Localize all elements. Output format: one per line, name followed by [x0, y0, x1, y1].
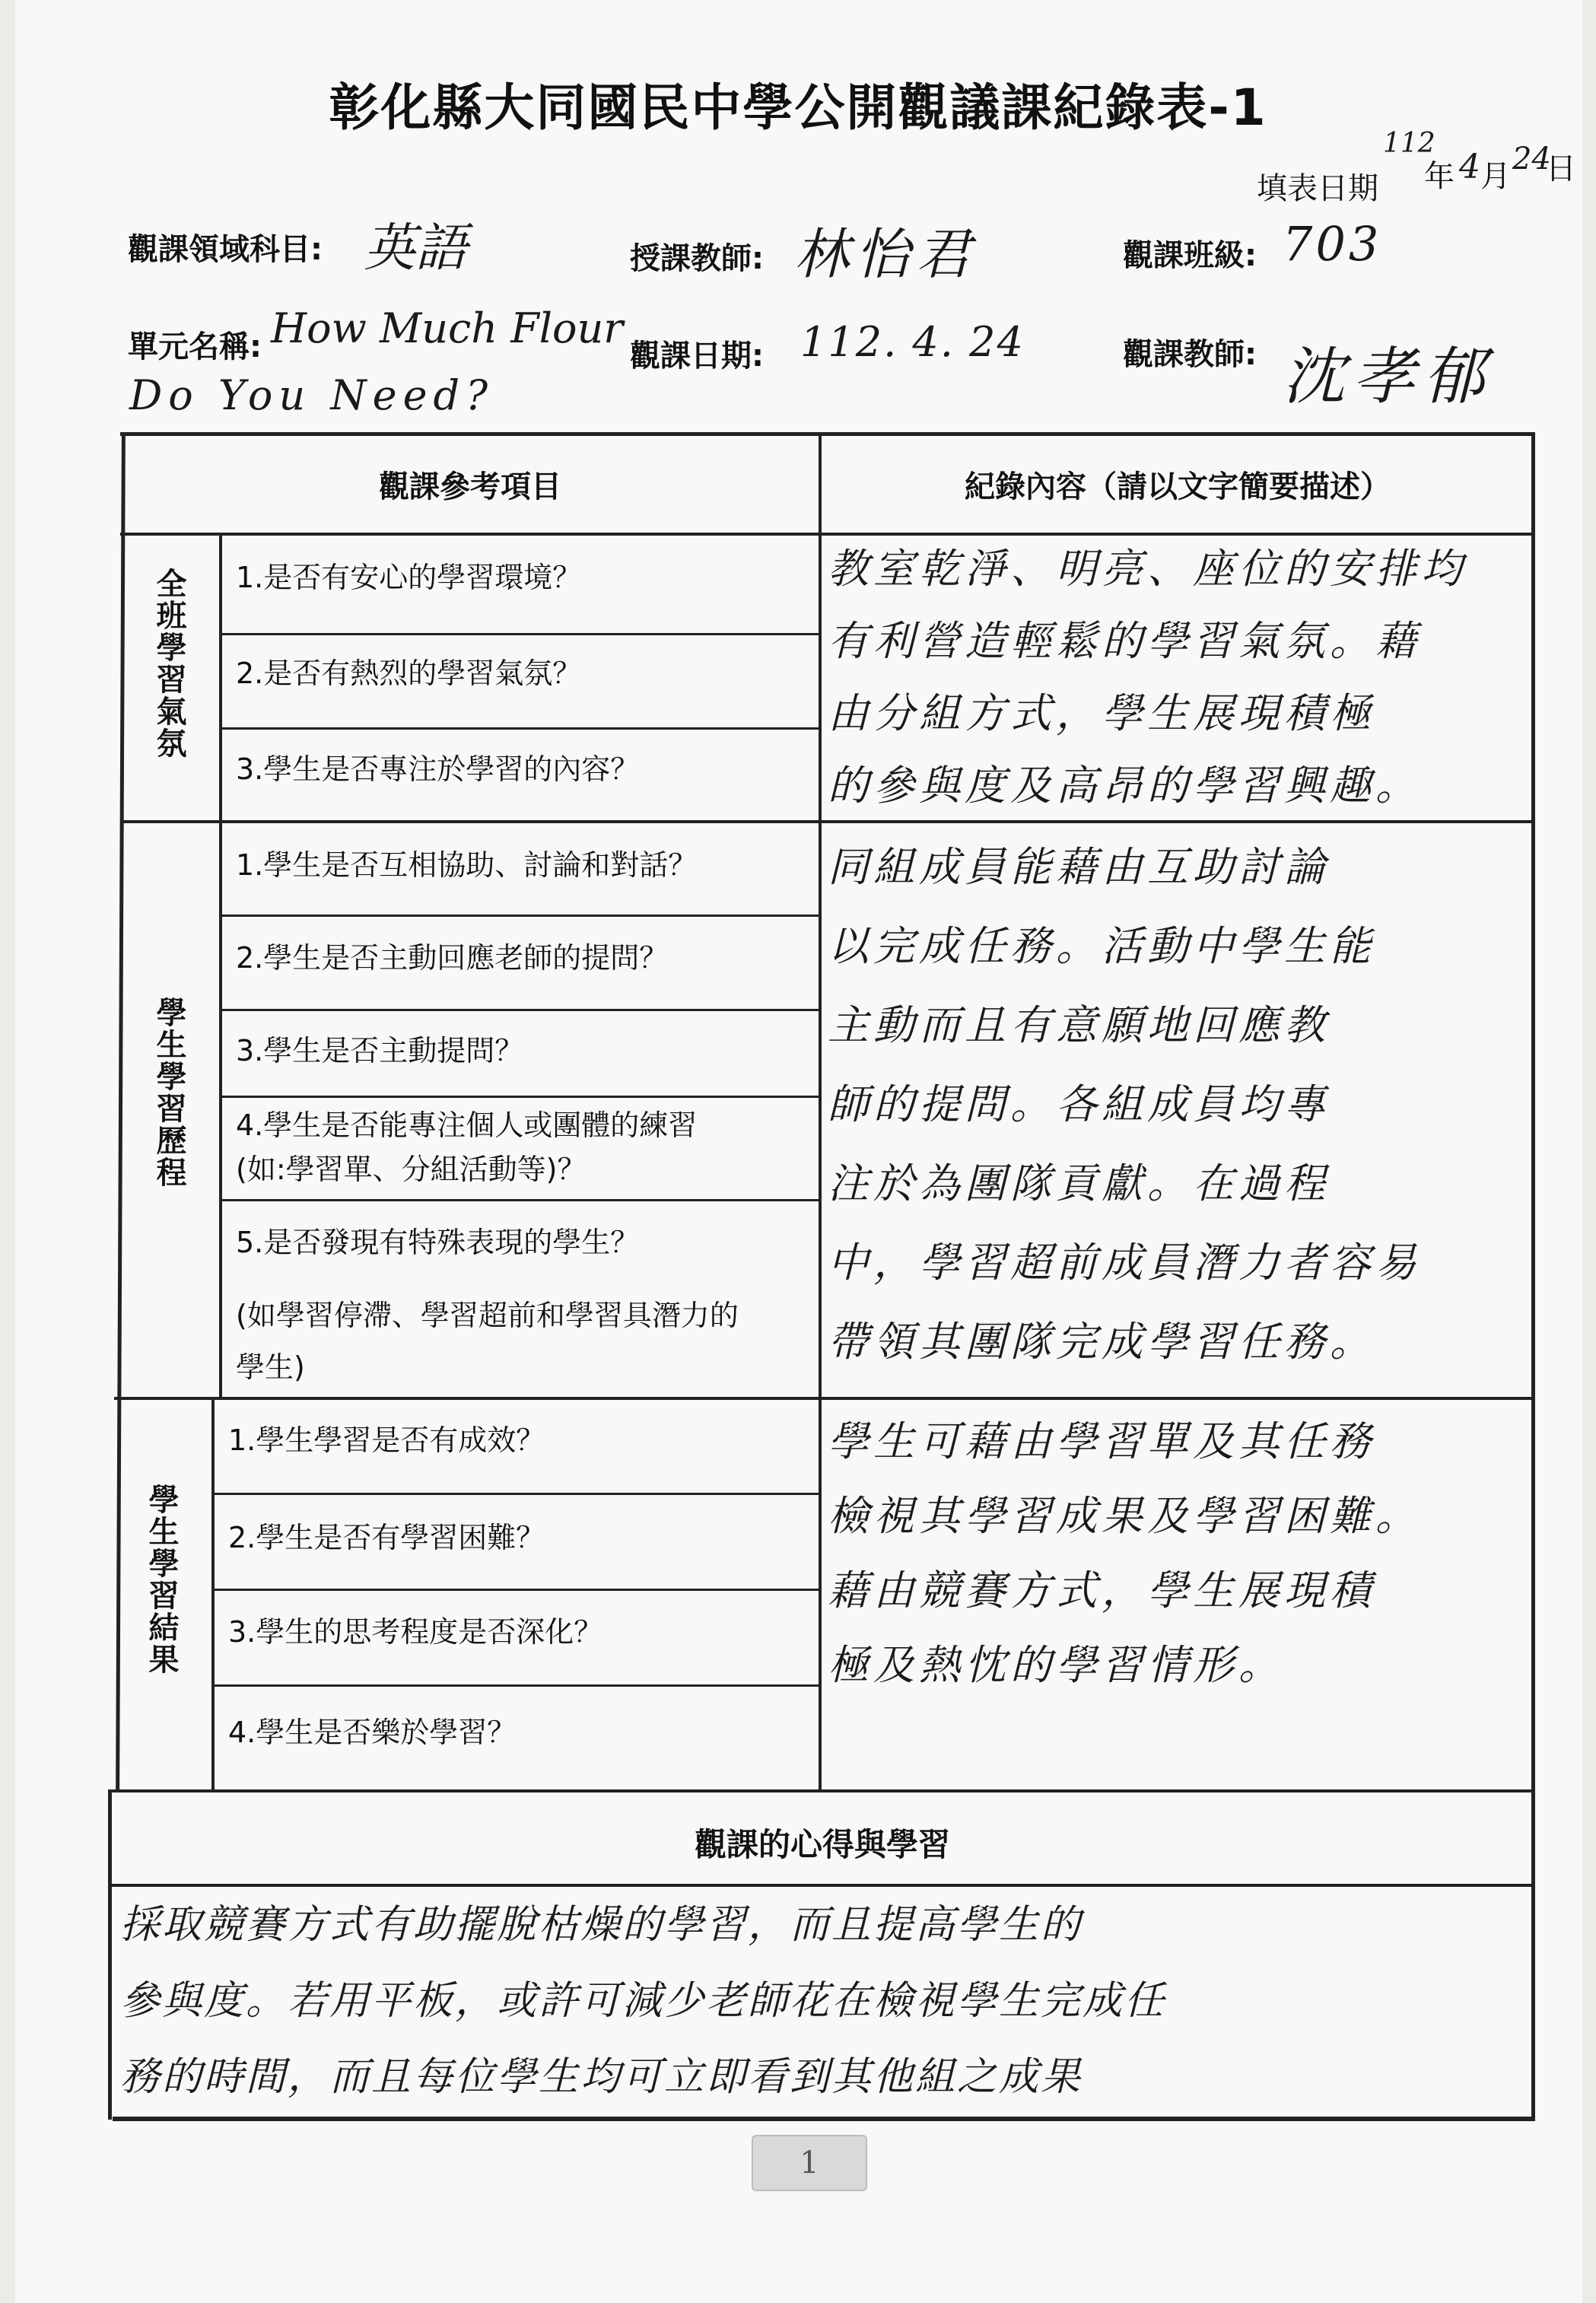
unit-value-line1: How Much Flour [271, 304, 624, 352]
row-sep [221, 1096, 819, 1098]
subject-value: 英語 [364, 218, 468, 278]
record-line: 的參與度及高昂的學習興趣。 [828, 762, 1421, 810]
page-number: 1 [752, 2135, 867, 2191]
record-line: 以完成任務。活動中學生能 [828, 922, 1375, 970]
fill-date-month-unit: 月 [1480, 159, 1511, 194]
record-col-sep [819, 432, 822, 1789]
table-top-border [120, 432, 1535, 436]
fill-date-label: 填表日期 [1257, 171, 1378, 206]
question-item: 1.學生學習是否有成效？ [228, 1423, 545, 1457]
fill-date-day: 24 [1512, 142, 1551, 177]
question-item: 4.學生是否樂於學習？ [228, 1716, 517, 1749]
table-bottom-border [113, 2117, 1535, 2121]
unit-label: 單元名稱: [128, 329, 262, 364]
question-item: 2.學生是否主動回應老師的提問？ [236, 941, 669, 975]
category-learning-process [146, 997, 192, 1188]
row-sep [213, 1493, 819, 1495]
class-label: 觀課班級: [1123, 238, 1257, 273]
observer-label: 觀課教師: [1123, 337, 1257, 372]
question-item: 4.學生是否能專注個人或團體的練習 [236, 1109, 698, 1142]
date-value: 112. 4. 24 [800, 318, 1025, 366]
record-line: 同組成員能藉由互助討論 [828, 843, 1330, 891]
class-value: 703 [1283, 216, 1382, 272]
question-item: 2.學生是否有學習困難？ [228, 1521, 545, 1554]
table-right-border [1531, 432, 1535, 2120]
question-item: 1.學生是否互相協助、討論和對話？ [236, 848, 698, 882]
unit-value-line2: Do You Need? [129, 371, 494, 419]
row-sep [221, 1009, 819, 1011]
question-item: (如:學習單、分組活動等)？ [236, 1153, 587, 1186]
fill-date-month: 4 [1459, 148, 1480, 186]
record-line: 中，學習超前成員潛力者容易 [828, 1239, 1421, 1287]
record-line: 極及熱忱的學習情形。 [828, 1641, 1284, 1689]
record-line: 師的提問。各組成員均專 [828, 1080, 1330, 1128]
reflection-top [111, 1789, 1534, 1792]
fill-date-day-unit: 日 [1546, 151, 1576, 186]
row-sep [213, 1589, 819, 1591]
observer-value: 沈孝郁 [1283, 341, 1493, 413]
record-section-2 [828, 828, 1528, 1382]
category-label: 學生學習歷程 [151, 997, 186, 1188]
record-line: 有利營造輕鬆的學習氣氛。藉 [828, 617, 1421, 665]
row-sep [221, 915, 819, 917]
question-item: 2.是否有熱烈的學習氣氛？ [236, 657, 582, 690]
question-item: 3.學生是否主動提問？ [236, 1034, 524, 1067]
row-sep [221, 727, 819, 730]
record-line: 藉由競賽方式，學生展現積 [828, 1567, 1375, 1614]
category-col-sep-lower [211, 1397, 215, 1789]
reflection-text [120, 1887, 1528, 2115]
category-label: 學生學習結果 [144, 1484, 179, 1675]
question-item: (如學習停滯、學習超前和學習具潛力的 [236, 1299, 739, 1332]
category-class-atmosphere [146, 568, 192, 759]
category-label: 全班學習氣氛 [151, 568, 186, 759]
fill-date-year: 112 [1383, 128, 1435, 159]
record-line: 由分組方式，學生展現積極 [828, 689, 1375, 737]
question-item: 學生) [236, 1350, 305, 1384]
row-sep [221, 633, 819, 635]
question-item: 3.學生是否專注於學習的內容？ [236, 752, 640, 786]
question-item: 1.是否有安心的學習環境？ [236, 561, 582, 594]
reflection-line: 採取競賽方式有助擺脫枯燥的學習，而且提高學生的 [120, 1902, 1083, 1948]
record-line: 教室乾淨、明亮、座位的安排均 [828, 545, 1467, 593]
teacher-label: 授課教師: [630, 241, 764, 276]
question-item: 5.是否發現有特殊表現的學生？ [236, 1226, 640, 1259]
section-sep [114, 1397, 1534, 1400]
date-label: 觀課日期: [630, 339, 764, 374]
fill-date-year-unit: 年 [1424, 159, 1455, 194]
subject-label: 觀課領域科目: [128, 232, 323, 267]
reflection-line: 參與度。若用平板，或許可減少老師花在檢視學生完成任 [120, 1978, 1167, 2024]
record-line: 主動而且有意願地回應教 [828, 1001, 1330, 1049]
question-item: 3.學生的思考程度是否深化？ [228, 1615, 603, 1649]
page-title: 彰化縣大同國民中學公開觀議課紀錄表-1 [329, 78, 1267, 137]
col-header-items: 觀課參考項目 [379, 469, 561, 504]
category-learning-outcome [138, 1484, 184, 1675]
reflection-header: 觀課的心得與學習 [694, 1826, 950, 1863]
row-sep [221, 1199, 819, 1201]
record-line: 學生可藉由學習單及其任務 [828, 1417, 1375, 1465]
record-line: 注於為團隊貢獻。在過程 [828, 1159, 1330, 1207]
teacher-value: 林怡君 [794, 222, 978, 286]
col-header-record: 紀錄內容（請以文字簡要描述） [965, 469, 1391, 504]
record-section-1 [828, 533, 1528, 822]
record-line: 帶領其團隊完成學習任務。 [828, 1318, 1375, 1366]
row-sep [213, 1684, 819, 1687]
record-line: 檢視其學習成果及學習困難。 [828, 1492, 1421, 1540]
reflection-line: 務的時間，而且每位學生均可立即看到其他組之成果 [120, 2054, 1083, 2100]
category-col-sep [219, 533, 222, 1397]
record-section-3 [828, 1404, 1528, 1703]
